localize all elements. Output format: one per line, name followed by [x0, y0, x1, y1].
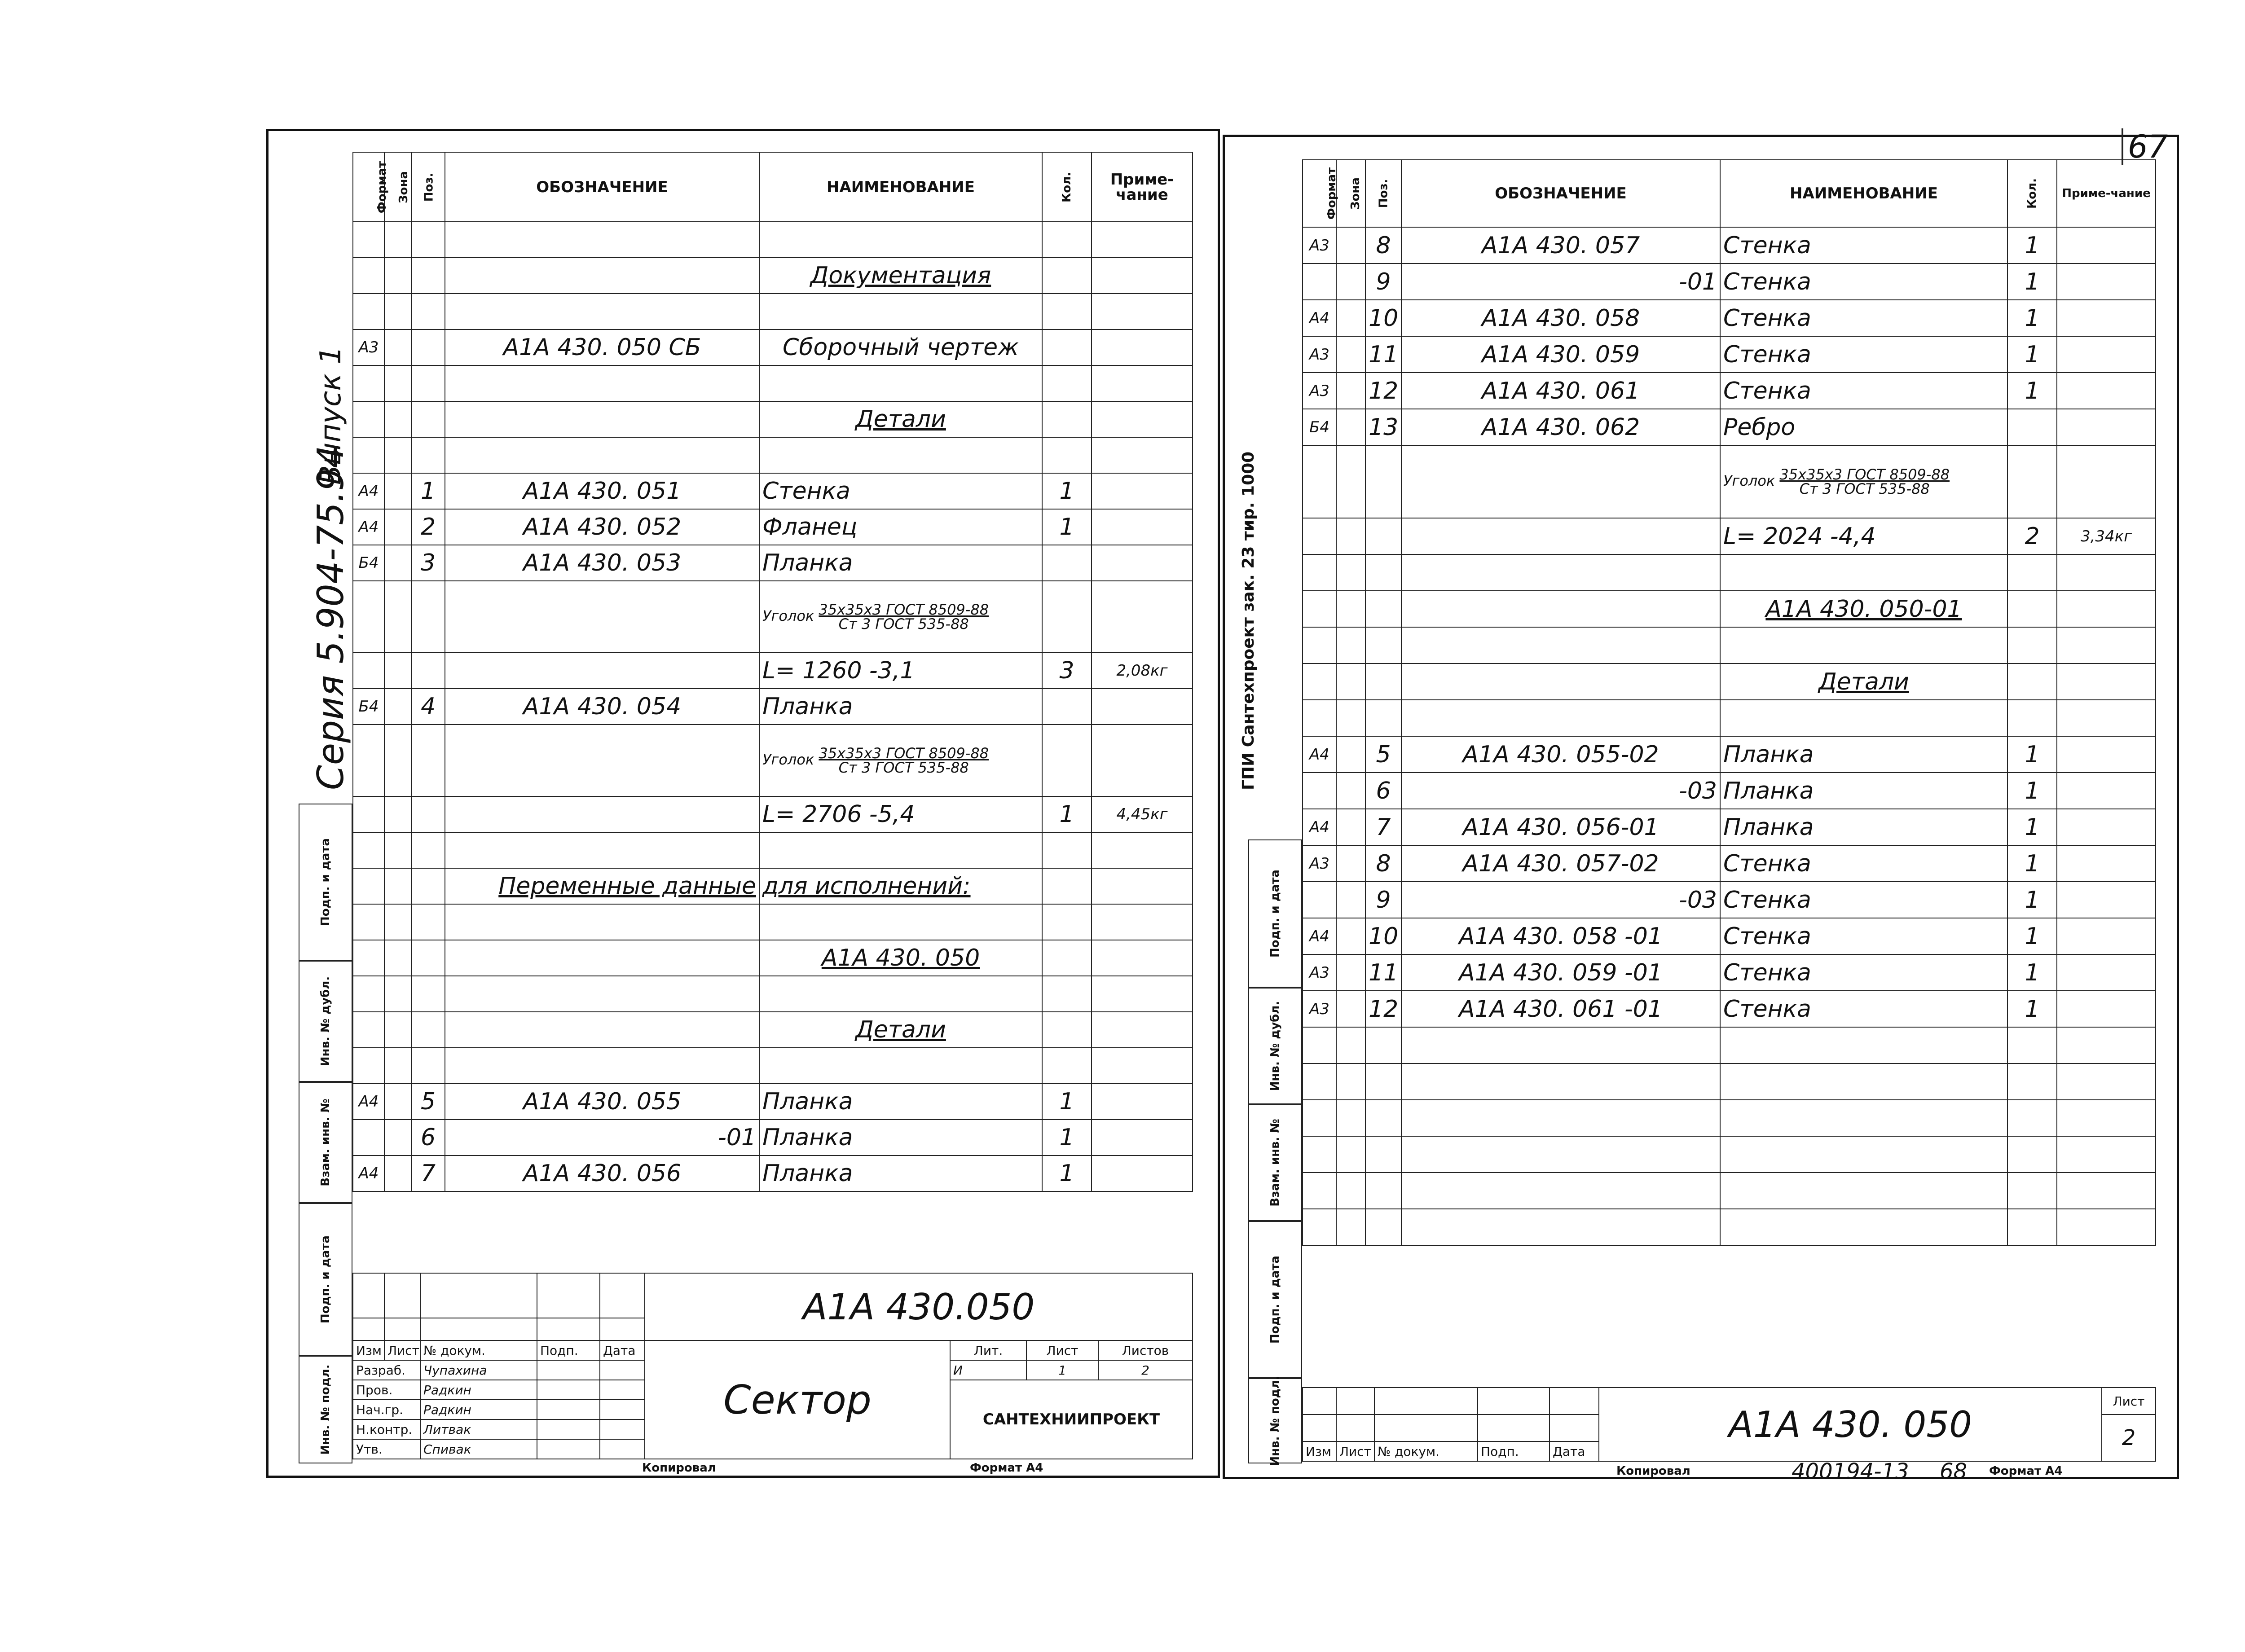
table-row: 9 -03 Стенка 1 — [1303, 882, 2156, 918]
left-footer-copy: Копировал — [642, 1461, 716, 1475]
table-row: Детали — [1303, 663, 2156, 700]
table-row: Б4 13 А1А 430. 062 Ребро — [1303, 409, 2156, 445]
side-replace-inv: Взам. инв. № — [299, 1082, 352, 1203]
table-row: L= 2706 -5,4 1 4,45кг — [353, 796, 1193, 832]
table-row: L= 1260 -3,1 3 2,08кг — [353, 653, 1193, 689]
table-row: 6 -01 Планка 1 — [353, 1120, 1193, 1156]
col-designation: ОБОЗНАЧЕНИЕ — [445, 152, 759, 222]
table-row: А4 10 А1А 430. 058 -01 Стенка 1 — [1303, 918, 2156, 954]
table-row: А1А 430. 050-01 — [1303, 591, 2156, 627]
col-pos: Поз. — [411, 152, 445, 222]
side-sign-date-2: Подп. и дата — [299, 1203, 352, 1356]
left-footer-format: Формат А4 — [970, 1461, 1043, 1475]
table-row: А3 12 А1А 430. 061 Стенка 1 — [1303, 373, 2156, 409]
side-replace-inv: Взам. инв. № — [1248, 1104, 1302, 1221]
table-row: А3 11 А1А 430. 059 Стенка 1 — [1303, 336, 2156, 373]
col-format: Формат — [353, 152, 384, 222]
table-row: Детали — [353, 401, 1193, 437]
table-row: А3 8 А1А 430. 057 Стенка 1 — [1303, 227, 2156, 264]
table-row: Уголок 35х35х3 ГОСТ 8509-88 Ст 3 ГОСТ 535-88 — [353, 725, 1193, 796]
table-row: L= 2024 -4,4 2 3,34кг — [1303, 518, 2156, 554]
col-note: Приме-чание — [2057, 160, 2156, 227]
right-footer-format: Формат А4 — [1989, 1464, 2063, 1478]
table-row: Б4 3 А1А 430. 053 Планка — [353, 545, 1193, 581]
col-designation: ОБОЗНАЧЕНИЕ — [1401, 160, 1720, 227]
side-inv-orig: Инв. № подл. — [1248, 1378, 1302, 1463]
left-title-block: А1А 430.050 Изм Лист № докум. Подп. Дата Сектор Лит. Лист Листов Разраб. Чупахина И 1 2 Пров. Радкин САНТЕХНИИПРОЕКТ Нач.гр. Радкин Н.контр. Литвак Утв. Спивак — [352, 1273, 1193, 1459]
issue-stamp: Выпуск 1 — [314, 346, 348, 485]
table-row: Детали — [353, 1012, 1193, 1048]
table-row: А3 12 А1А 430. 061 -01 Стенка 1 — [1303, 991, 2156, 1027]
col-qty: Кол. — [2007, 160, 2057, 227]
col-qty: Кол. — [1042, 152, 1092, 222]
side-sign-date-1: Подп. и дата — [299, 804, 352, 961]
doc-number: А1А 430. 050 — [1599, 1388, 2102, 1461]
right-footer-copy: Копировал — [1616, 1464, 1690, 1478]
table-row: Переменные данные для исполнений: — [353, 868, 1193, 904]
product-name: Сектор — [645, 1340, 950, 1459]
series-stamp: Серия 5.904-75.94 — [310, 445, 352, 790]
table-row: 9 -01 Стенка 1 — [1303, 264, 2156, 300]
table-row: А1А 430. 050 — [353, 940, 1193, 976]
table-row: А4 2 А1А 430. 052 Фланец 1 — [353, 509, 1193, 545]
table-row: А4 7 А1А 430. 056-01 Планка 1 — [1303, 809, 2156, 845]
table-row: Документация — [353, 258, 1193, 294]
side-sign-date-2: Подп. и дата — [1248, 1221, 1302, 1378]
side-sign-date-1: Подп. и дата — [1248, 839, 1302, 988]
right-spec-table — [1302, 159, 2156, 1246]
side-inv-orig: Инв. № подл. — [299, 1356, 352, 1463]
publisher-stamp: ГПИ Сантехпроект зак. 23 тир. 1000 — [1239, 451, 1258, 790]
table-row: А4 1 А1А 430. 051 Стенка 1 — [353, 473, 1193, 509]
table-row: А4 5 А1А 430. 055 Планка 1 — [353, 1084, 1193, 1120]
col-pos: Поз. — [1365, 160, 1401, 227]
col-note: Приме-чание — [1092, 152, 1193, 222]
right-footer-inv: 400194-13 — [1792, 1459, 1909, 1484]
table-row: А4 7 А1А 430. 056 Планка 1 — [353, 1156, 1193, 1191]
table-row: Б4 4 А1А 430. 054 Планка — [353, 689, 1193, 725]
right-footer-page: 68 — [1940, 1459, 1968, 1484]
org-name: САНТЕХНИИПРОЕКТ — [950, 1380, 1193, 1459]
side-inv-dupl: Инв. № дубл. — [299, 961, 352, 1082]
col-zone: Зона — [1336, 160, 1365, 227]
table-row: Уголок 35х35х3 ГОСТ 8509-88 Ст 3 ГОСТ 535-88 — [1303, 445, 2156, 518]
side-inv-dupl: Инв. № дубл. — [1248, 988, 1302, 1104]
table-row: 6 -03 Планка 1 — [1303, 773, 2156, 809]
col-name: НАИМЕНОВАНИЕ — [1720, 160, 2007, 227]
left-spec-table — [352, 152, 1193, 1192]
right-title-block: А1А 430. 050 Лист 2 Изм Лист № докум. Подп. Дата — [1302, 1387, 2156, 1462]
table-row: А4 10 А1А 430. 058 Стенка 1 — [1303, 300, 2156, 336]
table-row: Уголок 35х35х3 ГОСТ 8509-88 Ст 3 ГОСТ 535-88 — [353, 581, 1193, 653]
col-format: Формат — [1303, 160, 1336, 227]
page-number: 67 — [2122, 128, 2168, 165]
table-row: А4 5 А1А 430. 055-02 Планка 1 — [1303, 736, 2156, 773]
table-row: А3 11 А1А 430. 059 -01 Стенка 1 — [1303, 954, 2156, 991]
doc-number: А1А 430.050 — [645, 1273, 1193, 1340]
col-name: НАИМЕНОВАНИЕ — [759, 152, 1042, 222]
table-row: А3 А1А 430. 050 СБ Сборочный чертеж — [353, 330, 1193, 365]
col-zone: Зона — [384, 152, 411, 222]
table-row: А3 8 А1А 430. 057-02 Стенка 1 — [1303, 845, 2156, 882]
